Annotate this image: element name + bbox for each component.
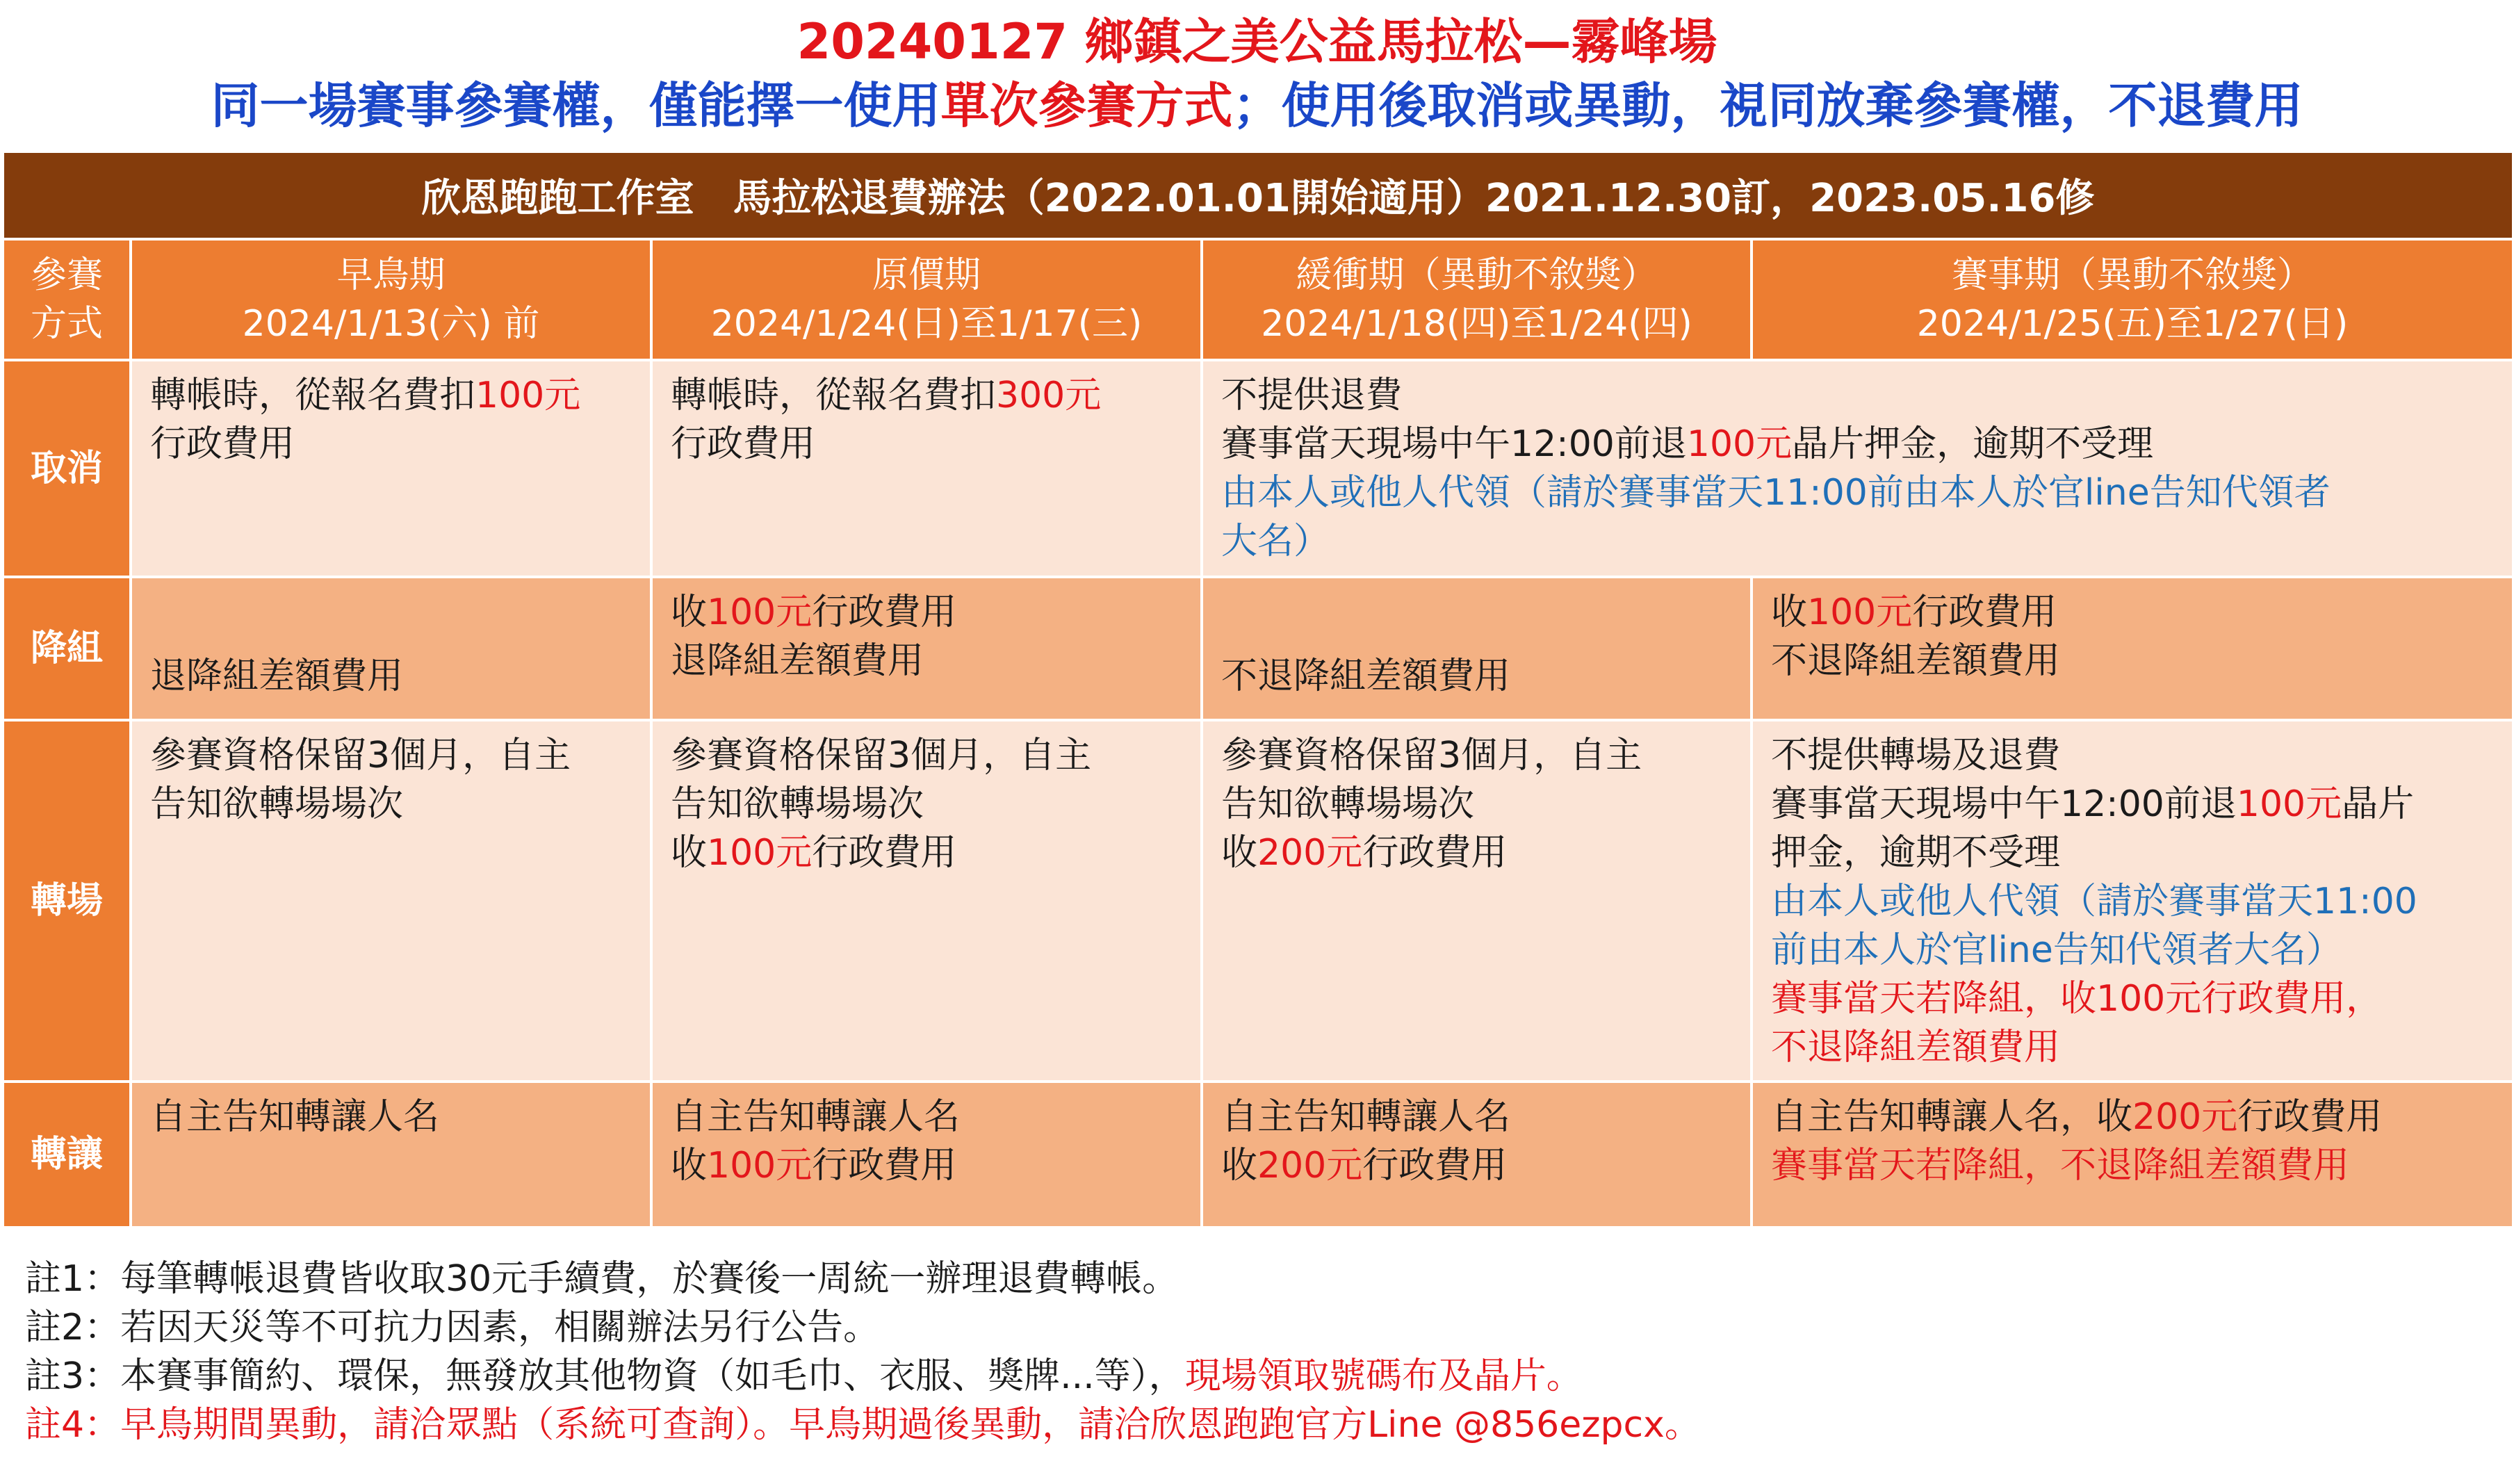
- header-method-line1: 參賽: [30, 254, 103, 296]
- transfer-name-race: [1752, 1082, 2513, 1228]
- text: 參賽資格保留3個月，自主: [1221, 735, 1642, 776]
- fee-amount: 100元: [1807, 592, 1913, 633]
- text: 退降組差額費用: [150, 655, 404, 697]
- text: 收: [1221, 1145, 1258, 1187]
- downgrade-early-bird: [131, 577, 651, 720]
- transfer-venue-buffer: [1202, 720, 1752, 1082]
- transfer-name-regular: [651, 1082, 1202, 1228]
- fee-amount: 100元: [707, 592, 813, 633]
- page-subtitle: [0, 74, 2514, 138]
- text: 晶片押金，逾期不受理: [1792, 423, 2154, 465]
- text: 退降組差額費用: [671, 640, 924, 682]
- text: 晶片: [2342, 783, 2415, 825]
- text: 註3：本賽事簡約、環保，無發放其他物資（如毛巾、衣服、獎牌...等），: [25, 1355, 1185, 1397]
- note-4: 註4：早鳥期間異動，請洽眾點（系統可查詢）。早鳥期過後異動，請洽欣恩跑跑官方Line @856ezpcx。: [25, 1404, 1701, 1446]
- subtitle-highlight: 單次參賽方式: [940, 77, 1233, 134]
- text: 押金，逾期不受理: [1771, 832, 2061, 874]
- text: 收: [671, 832, 708, 874]
- row-label-transfer-venue: 轉場: [3, 720, 131, 1082]
- cancel-buffer-race: [1202, 360, 2513, 577]
- text: 行政費用: [812, 1145, 957, 1187]
- row-transfer-name: [3, 1082, 2513, 1228]
- row-downgrade: [3, 577, 2513, 720]
- note-2: 註2：若因天災等不可抗力因素，相關辦法另行公告。: [25, 1307, 880, 1348]
- subtitle-part-a: 同一場賽事參賽權，僅能擇一使用: [211, 77, 941, 134]
- text: 行政費用: [812, 832, 957, 874]
- subtitle-part-c: ；使用後取消或異動，視同放棄參賽權，不退費用: [1232, 77, 2303, 134]
- text: 賽事當天若降組，不退降組差額費用: [1771, 1145, 2350, 1187]
- header-col-date: 2024/1/24(日)至1/17(三): [710, 303, 1143, 345]
- text: 轉帳時，從報名費扣: [150, 375, 476, 416]
- fee-amount: 200元: [1257, 1145, 1363, 1187]
- header-col-name: 早鳥期: [336, 254, 446, 296]
- text: 由本人或他人代領（請於賽事當天11:00前由本人於官line告知代領者: [1221, 472, 2331, 514]
- text: 行政費用: [2237, 1096, 2383, 1138]
- table-banner: 欣恩跑跑工作室 馬拉松退費辦法（2022.01.01開始適用）2021.12.30訂，2023.05.16修: [3, 152, 2513, 239]
- text: 前由本人於官line告知代領者大名）: [1771, 929, 2342, 971]
- text: 行政費用: [812, 592, 957, 633]
- downgrade-buffer: [1202, 577, 1752, 720]
- fee-amount: 100元: [2236, 783, 2342, 825]
- transfer-name-buffer: [1202, 1082, 1752, 1228]
- text: 收: [1771, 592, 1808, 633]
- downgrade-regular: [651, 577, 1202, 720]
- text: 行政費用: [671, 423, 816, 465]
- text: 告知欲轉場場次: [671, 783, 924, 825]
- cancel-early-bird: [131, 360, 651, 577]
- text: 收: [671, 1145, 708, 1187]
- header-race: [1752, 239, 2513, 360]
- note-3-highlight: 現場領取號碼布及晶片。: [1184, 1355, 1583, 1397]
- text: 不提供轉場及退費: [1771, 735, 2061, 776]
- row-label-downgrade: 降組: [3, 577, 131, 720]
- header-col-date: 2024/1/18(四)至1/24(四): [1261, 303, 1692, 345]
- fee-amount: 200元: [1257, 832, 1363, 874]
- transfer-venue-regular: [651, 720, 1202, 1082]
- row-label-cancel: 取消: [3, 360, 131, 577]
- transfer-name-early-bird: [131, 1082, 651, 1228]
- text: 收: [671, 592, 708, 633]
- text: 不退降組差額費用: [1221, 655, 1511, 697]
- text: 由本人或他人代領（請於賽事當天11:00: [1771, 881, 2417, 922]
- note-1: 註1：每筆轉帳退費皆收取30元手續費，於賽後一周統一辦理退費轉帳。: [25, 1258, 1179, 1300]
- text: 轉帳時，從報名費扣: [671, 375, 997, 416]
- header-col-name: 緩衝期（異動不敘獎）: [1296, 254, 1658, 296]
- text: 行政費用: [1362, 1145, 1508, 1187]
- header-method-line2: 方式: [30, 303, 103, 345]
- cancel-regular: [651, 360, 1202, 577]
- text: 行政費用: [150, 423, 295, 465]
- text: 不提供退費: [1221, 375, 1403, 416]
- text: 告知欲轉場場次: [1221, 783, 1475, 825]
- header-regular: [651, 239, 1202, 360]
- row-transfer-venue: [3, 720, 2513, 1082]
- downgrade-race: [1752, 577, 2513, 720]
- title-block: [0, 10, 2514, 138]
- notes: [25, 1255, 2499, 1449]
- header-col-name: 賽事期（異動不敘獎）: [1952, 254, 2314, 296]
- text: 自主告知轉讓人名: [671, 1096, 961, 1138]
- header-buffer: [1202, 239, 1752, 360]
- refund-policy-table: [1, 150, 2512, 1229]
- text: 自主告知轉讓人名: [1221, 1096, 1511, 1138]
- text: 自主告知轉讓人名: [150, 1096, 440, 1138]
- text: 告知欲轉場場次: [150, 783, 404, 825]
- note-3: [25, 1352, 2499, 1401]
- fee-amount: 100元: [707, 832, 813, 874]
- text: 大名）: [1221, 521, 1330, 562]
- text: 不退降組差額費用: [1771, 640, 2061, 682]
- text: 參賽資格保留3個月，自主: [671, 735, 1092, 776]
- text: 賽事當天現場中午12:00前退: [1221, 423, 1687, 465]
- text: 參賽資格保留3個月，自主: [150, 735, 571, 776]
- banner-row: [3, 152, 2513, 239]
- text: 賽事當天若降組，收100元行政費用，: [1771, 978, 2383, 1020]
- fee-amount: 100元: [475, 375, 581, 416]
- fee-amount: 300元: [996, 375, 1102, 416]
- header-early-bird: [131, 239, 651, 360]
- transfer-venue-race: [1752, 720, 2513, 1082]
- header-col-date: 2024/1/13(六) 前: [242, 303, 540, 345]
- text: 收: [1221, 832, 1258, 874]
- row-cancel: [3, 360, 2513, 577]
- header-row: [3, 239, 2513, 360]
- text: 自主告知轉讓人名，收: [1771, 1096, 2133, 1138]
- transfer-venue-early-bird: [131, 720, 651, 1082]
- text: 行政費用: [1362, 832, 1508, 874]
- header-col-name: 原價期: [872, 254, 981, 296]
- fee-amount: 100元: [707, 1145, 813, 1187]
- header-col-date: 2024/1/25(五)至1/27(日): [1916, 303, 2349, 345]
- fee-amount: 100元: [1686, 423, 1793, 465]
- fee-amount: 200元: [2132, 1096, 2238, 1138]
- page-title: 20240127 鄉鎮之美公益馬拉松—霧峰場: [797, 13, 1717, 70]
- text: 賽事當天現場中午12:00前退: [1771, 783, 2237, 825]
- header-method: [3, 239, 131, 360]
- text: 不退降組差額費用: [1771, 1027, 2061, 1068]
- text: 行政費用: [1912, 592, 2057, 633]
- row-label-transfer-name: 轉讓: [3, 1082, 131, 1228]
